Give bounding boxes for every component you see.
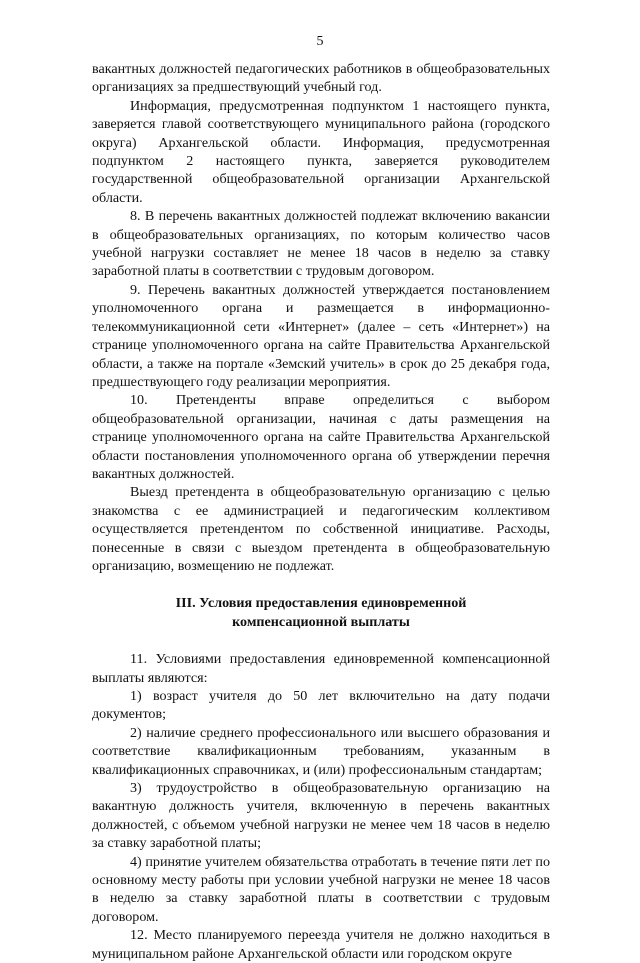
section-title-line-1: III. Условия предоставления единовременной bbox=[175, 595, 467, 612]
paragraph-condition-2: 2) наличие среднего профессионального или высшего образования и соответствие квалификационным требованиям, указанным в квалификационных справочниках, и (или) профессиональным стандартам; bbox=[92, 724, 550, 778]
paragraph-item-10: 10. Претенденты вправе определиться с выбором общеобразовательной организации, начиная с даты размещения на странице уполномоченного органа на сайте Правительства Архангельской области постановления уполномоченного органа об утверждении перечня вакантных должностей. bbox=[92, 392, 550, 482]
paragraph-item-12: 12. Место планируемого переезда учителя не должно находиться в муниципальном районе Архангельской области или городском округе bbox=[92, 927, 550, 962]
paragraph-continuation: вакантных должностей педагогических работников в общеобразовательных организациях за предшествующий учебный год. bbox=[92, 61, 550, 96]
paragraph-condition-4: 4) принятие учителем обязательства отработать в течение пяти лет по основному месту работы при условии учебной нагрузки не менее 18 часов в неделю за ставку заработной платы в соответствии с трудовым договором. bbox=[92, 853, 550, 925]
paragraph-condition-1: 1) возраст учителя до 50 лет включительно на дату подачи документов; bbox=[92, 688, 550, 723]
paragraph-condition-3: 3) трудоустройство в общеобразовательную организацию на вакантную должность учителя, включенную в перечень вакантных должностей, с объемом учебной нагрузки не менее чем 18 часов в неделю за ставку заработной платы; bbox=[92, 780, 550, 852]
section-title bbox=[92, 594, 550, 631]
paragraph-candidate-visit: Выезд претендента в общеобразовательную организацию с целью знакомства с ее администрацией и педагогическим коллективом осуществляется претендентом по собственной инициативе. Расходы, понесенные в связи с выездом претендента в общеобразовательную организацию, возмещению не подлежат. bbox=[92, 484, 550, 574]
section-title-line-2: компенсационной выплаты bbox=[232, 613, 410, 630]
paragraph-item-11: 11. Условиями предоставления единовременной компенсационной выплаты являются: bbox=[92, 651, 550, 686]
document-body bbox=[92, 60, 550, 963]
page-number: 5 bbox=[316, 34, 324, 49]
paragraph-item-8: 8. В перечень вакантных должностей подлежат включению вакансии в общеобразовательных организациях, по которым количество часов учебной нагрузки составляет не менее 18 часов в неделю за ставку заработной платы в соответствии с трудовым договором. bbox=[92, 208, 550, 280]
paragraph-item-9: 9. Перечень вакантных должностей утверждается постановлением уполномоченного органа и размещается в информационно-телекоммуникационной сети «Интернет» (далее – сеть «Интернет») на странице уполномоченного органа на сайте Правительства Архангельской области, а также на портале «Земский учитель» в срок до 25 декабря года, предшествующего году реализации мероприятия. bbox=[92, 281, 550, 390]
paragraph-information-certification: Информация, предусмотренная подпунктом 1 настоящего пункта, заверяется главой соответствующего муниципального района (городского округа) Архангельской области. Информация, предусмотренная подпунктом 2 настоящего пункта, заверяется руководителем государственной общеобразовательной организации Архангельской области. bbox=[92, 97, 550, 206]
